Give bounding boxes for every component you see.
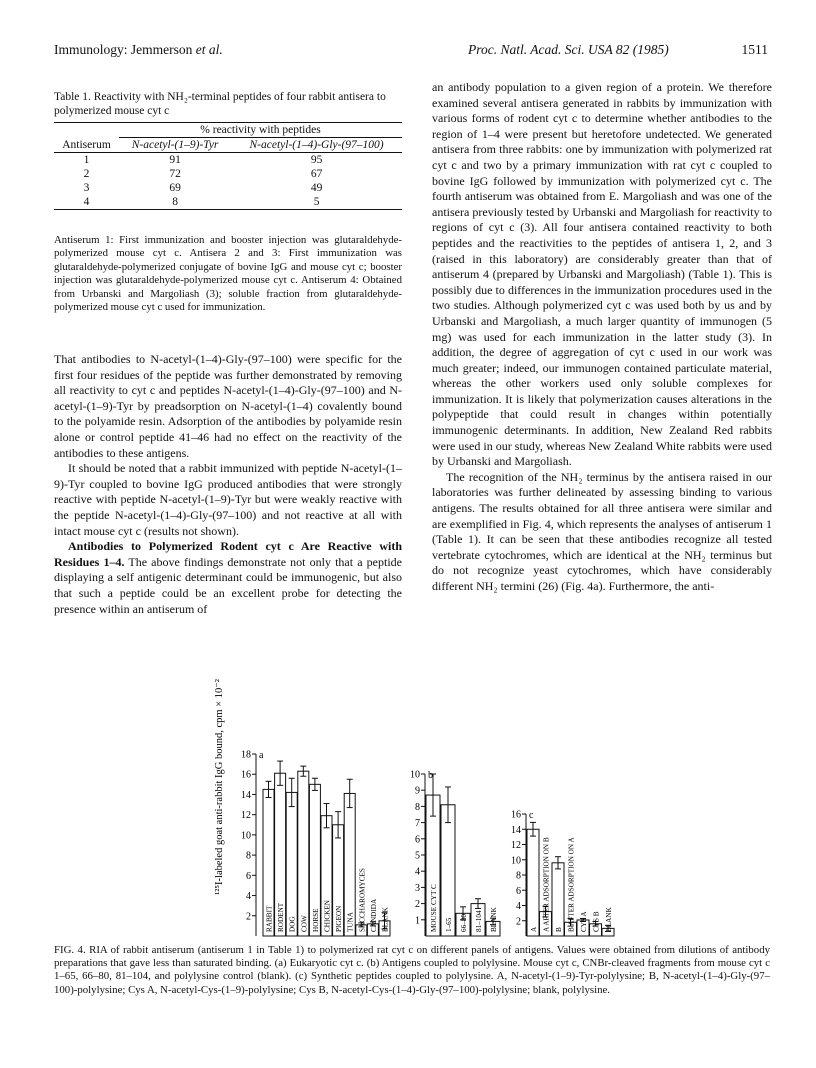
panel-letter: b	[428, 770, 433, 781]
bar	[552, 863, 564, 936]
bar-label: CANDIDA	[369, 898, 378, 932]
section-heading: Antibodies to Polymerized Rodent cyt c Are Reactive with Residues 1–4.	[54, 539, 402, 569]
y-tick-label: 16	[241, 769, 251, 781]
chart-panel-a	[241, 750, 390, 937]
bar-label: CYS A	[580, 911, 588, 932]
bar-label: PIGEON	[335, 905, 344, 932]
y-tick-label: 6	[516, 885, 521, 897]
y-tick-label: 6	[246, 870, 251, 882]
paragraph: an antibody population to a given region of a protein. We therefore examined several antisera generated in rabbits by immunization with various forms of rodent cyt c to determine whether antibodies to the region of 1–4 were present but heretofore undetected. We generated antisera from three rabbits: one by immunization with polymerized rat cyt c and two by a primary immunization with rat cyt c coupled to bovine IgG followed by immunization with polymerized cyt c. The fourth antiserum was obtained from E. Margoliash and was one of the antisera previously tested by Urbanski and Margoliash for reactivity to regions of cyt c (3). All four antisera contained reactivity to both peptides and the reactivities to the peptides of antisera 1, 2, and 3 (raised in this laboratory) are considerably greater than that of antiserum 4 (prepared by Urbanski and Margoliash) (Table 1). This is possibly due to differences in the immunization procedures used in the two studies. Although polymerized cyt c was used both by us and by Urbanski and Margoliash, a much larger quantity of immunogen (5 mg) was used for each immunization in the latter study (3). In addition, the degree of aggregation of cyt c used in our work was much greater; indeed, our immunogen contained particulate material, whereas the other workers used only soluble complexes for immunization. It is likely that polymerization causes alterations in the polypeptide that could result in changes within potentially immunogenic determinants. In addition, New Zealand Red rabbits were used in our study, whereas New Zealand White rabbits were used by Urbanski and Margoliash.	[432, 80, 772, 469]
y-tick-label: 14	[241, 789, 251, 801]
y-tick-label: 16	[511, 809, 521, 821]
bar-label: 66–80	[460, 914, 468, 932]
col-peptide-1: N-acetyl-(1–9)-Tyr	[119, 138, 231, 153]
y-tick-label: 10	[410, 769, 420, 781]
paragraph: Antibodies to Polymerized Rodent cyt c Are Reactive with Residues 1–4. The above findings demonstrate not only that a peptide displaying a self antigenic determinant could be immunogenic, but also that such a peptide could be an excellent probe for detecting the presence within an antiserum of	[54, 539, 402, 616]
bar-label: 81–104	[475, 910, 483, 932]
y-tick-label: 8	[246, 850, 251, 862]
bar-label: A AFTER ADSORPTION ON B	[542, 837, 551, 932]
y-tick-label: 8	[415, 801, 420, 813]
y-tick-label: 2	[415, 899, 420, 911]
panel-letter: c	[529, 810, 534, 821]
y-tick-label: 4	[246, 891, 251, 903]
bar-label: B	[555, 927, 563, 932]
y-tick-label: 3	[415, 882, 420, 894]
bar-label: COW	[300, 915, 309, 932]
y-tick-label: 10	[511, 855, 521, 867]
y-tick-label: 14	[511, 824, 521, 836]
bar-label: B AFTER ADSORPTION ON A	[567, 837, 576, 932]
bar-label: MOUSE CYT C	[430, 884, 438, 932]
col-group: % reactivity with peptides	[119, 123, 402, 138]
running-header-left: Immunology: Jemmerson et al.	[54, 42, 223, 57]
bar-label: SACCHAROMYCES	[358, 868, 367, 932]
bar-label: TUNA	[346, 912, 355, 932]
bar-label: CHICKEN	[323, 900, 332, 932]
y-tick-label: 9	[415, 785, 420, 797]
y-tick-label: 4	[516, 901, 521, 912]
paragraph: That antibodies to N-acetyl-(1–4)-Gly-(97–100) were specific for the first four residues of the peptide was further demonstrated by removing all reactivity to cyt c and peptides N-acetyl-(1–4)-Gly-(97–100) and N-acetyl-(1–9)-Tyr by preadsorption on N-acetyl-(1–4) covalently bound to the polyamide resin. Adsorption of the antibodies by polyamide resin alone or control peptide 41–46 had no effect on the reactivity of the antibodies to these antigens.	[54, 352, 402, 460]
y-tick-label: 4	[415, 866, 420, 878]
bar-label: RODENT	[277, 902, 286, 932]
page-number: 1511	[741, 42, 768, 57]
y-tick-label: 2	[246, 911, 251, 923]
table-row: 3 69 49	[83, 182, 323, 194]
bar-label: BLANK	[381, 907, 390, 932]
running-header-right: Proc. Natl. Acad. Sci. USA 82 (1985) 1511	[468, 42, 768, 57]
chart-panel-b	[410, 770, 500, 937]
panel-letter: a	[259, 750, 264, 761]
y-tick-label: 5	[415, 850, 420, 862]
bar	[298, 771, 309, 936]
table-footnote: Antiserum 1: First immunization and booster injection was glutaraldehyde-polymerized mouse cyt c. Antisera 2 and 3: First immunization was glutaraldehyde-polymerized conjugate of bovine IgG and mouse cyt c; booster injection was glutaraldehyde-polymerized mouse cyt c. Antiserum 4: Obtained from Urbanski and Margoliash (3); soluble fraction from glutaraldehyde-polymerized mouse cyt c used for immunization.	[54, 234, 402, 314]
y-tick-label: 10	[241, 830, 251, 842]
y-tick-label: 12	[241, 810, 251, 822]
y-tick-label: 6	[415, 834, 420, 846]
col-antiserum: Antiserum	[54, 123, 119, 153]
y-tick-label: 7	[415, 818, 420, 830]
table-caption: Table 1. Reactivity with NH₂-terminal peptides of four rabbit antisera to polymerized mouse cyt c	[54, 91, 386, 117]
bar-label: A	[530, 926, 538, 932]
y-tick-label: 12	[511, 840, 521, 851]
y-tick-label: 8	[516, 870, 521, 882]
figure-caption: FIG. 4. RIA of rabbit antiserum (antiserum 1 in Table 1) to polymerized rat cyt c on different panels of antigens. Values were obtained from dilutions of antibody preparations that gave less than saturated binding. (a) Eukaryotic cyt c. (b) Antigens coupled to polylysine. Mouse cyt c, CNBr-cleaved fragments from mouse cyt c 1–65, 66–80, 81–104, and polylysine control (blank). (c) Synthetic peptides coupled to polylysine. A, N-acetyl-(1–9)-Tyr-polylysine; B, N-acetyl-(1–4)-Gly-(97–100)-polylysine; Cys A, N-acetyl-Cys-(1–9)-polylysine; Cys B, N-acetyl-Cys-(1–4)-Gly-(97–100)-polylysine; blank, polylysine.	[54, 944, 770, 996]
bar-label: DOG	[288, 916, 297, 932]
bar-label: BLANK	[605, 907, 613, 932]
bar-label: CYS B	[592, 911, 601, 932]
y-tick-label: 2	[516, 916, 521, 928]
table-row: 4 8 5	[54, 195, 402, 210]
bar	[441, 805, 455, 936]
figure-ylabel: ¹²⁵I-labeled goat anti-rabbit IgG bound, cpm × 10⁻²	[214, 679, 225, 895]
paragraph: The recognition of the NH₂ terminus by the antisera raised in our laboratories was further delineated by assessing binding to various antigens. The results obtained for all three antisera were similar and are exemplified in Fig. 4, which represents the analyses of antiserum 1 (Table 1). It can be seen that these antibodies recognize all tested vertebrate cytochromes, which are identical at the NH₂ terminus but do not recognize yeast cytochromes, which have considerably different NH₂ termini (26) (Fig. 4a). Furthermore, the anti-	[432, 469, 772, 593]
bar	[527, 829, 539, 936]
bar-label: 1–65	[445, 917, 453, 932]
table-row: 2 72 67	[83, 168, 323, 180]
table-row: 1 91 95	[83, 154, 323, 166]
bar	[286, 792, 297, 936]
y-tick-label: 1	[415, 915, 420, 927]
chart-panel-c	[511, 810, 614, 937]
bar-label: RABBIT	[265, 905, 274, 932]
bar-label: HORSE	[311, 908, 320, 932]
col-peptide-2: N-acetyl-(1–4)-Gly-(97–100)	[231, 138, 402, 153]
y-tick-label: 18	[241, 749, 251, 761]
paragraph: It should be noted that a rabbit immunized with peptide N-acetyl-(1–9)-Tyr coupled to bovine IgG produced antibodies that were strongly reactive with peptide N-acetyl-(1–9)-Tyr but were weakly reactive with the peptide N-acetyl-(1–4)-Gly-(97–100) and not reactive at all with intact mouse cyt c (results not shown).	[54, 461, 402, 538]
bar-label: BLANK	[490, 907, 498, 932]
